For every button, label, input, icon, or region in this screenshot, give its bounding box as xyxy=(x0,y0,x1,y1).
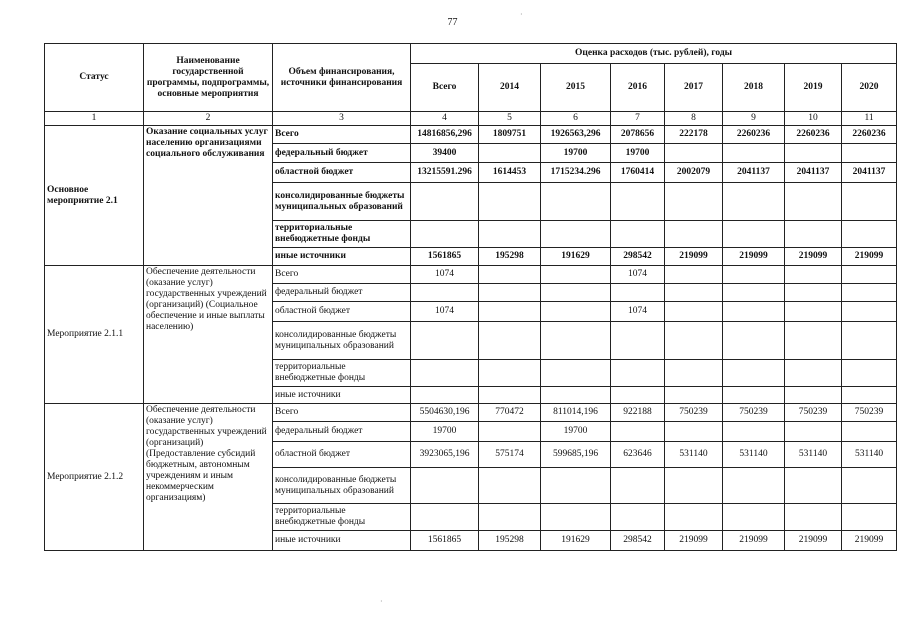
amount-cell: 750239 xyxy=(785,404,842,422)
amount-cell: 2078656 xyxy=(611,126,665,144)
amount-cell xyxy=(842,387,897,404)
amount-cell: 623646 xyxy=(611,442,665,468)
amount-cell: 195298 xyxy=(479,248,541,266)
amount-cell: 298542 xyxy=(611,248,665,266)
funding-source-cell: Всего xyxy=(273,266,411,284)
amount-cell: 1561865 xyxy=(411,531,479,551)
header-year: 2017 xyxy=(665,64,723,112)
amount-cell xyxy=(541,360,611,387)
amount-cell xyxy=(785,387,842,404)
column-index: 6 xyxy=(541,112,611,126)
amount-cell xyxy=(785,468,842,504)
scan-speck: · xyxy=(520,10,523,19)
amount-cell xyxy=(479,183,541,221)
amount-cell xyxy=(411,183,479,221)
amount-cell: 219099 xyxy=(723,248,785,266)
amount-cell: 1809751 xyxy=(479,126,541,144)
amount-cell xyxy=(611,322,665,360)
amount-cell: 922188 xyxy=(611,404,665,422)
scan-speck: · xyxy=(380,597,383,606)
amount-cell xyxy=(665,360,723,387)
amount-cell xyxy=(479,504,541,531)
amount-cell xyxy=(611,284,665,302)
amount-cell: 2041137 xyxy=(785,163,842,183)
amount-cell: 531140 xyxy=(842,442,897,468)
amount-cell xyxy=(842,221,897,248)
amount-cell xyxy=(842,284,897,302)
funding-source-cell: иные источники xyxy=(273,248,411,266)
amount-cell: 1614453 xyxy=(479,163,541,183)
amount-cell xyxy=(665,183,723,221)
amount-cell xyxy=(411,322,479,360)
amount-cell xyxy=(723,422,785,442)
amount-cell xyxy=(842,360,897,387)
header-expense-estimate: Оценка расходов (тыс. рублей), годы xyxy=(411,44,897,64)
amount-cell: 219099 xyxy=(665,531,723,551)
amount-cell xyxy=(785,504,842,531)
amount-cell: 531140 xyxy=(723,442,785,468)
amount-cell xyxy=(479,422,541,442)
funding-source-cell: территориальные внебюджетные фонды xyxy=(273,360,411,387)
amount-cell xyxy=(723,468,785,504)
amount-cell xyxy=(785,284,842,302)
amount-cell xyxy=(785,266,842,284)
column-index: 9 xyxy=(723,112,785,126)
amount-cell xyxy=(411,360,479,387)
amount-cell xyxy=(541,468,611,504)
amount-cell xyxy=(411,504,479,531)
amount-cell xyxy=(541,322,611,360)
amount-cell xyxy=(541,387,611,404)
funding-source-cell: областной бюджет xyxy=(273,163,411,183)
amount-cell: 39400 xyxy=(411,144,479,163)
funding-source-cell: территориальные внебюджетные фонды xyxy=(273,504,411,531)
amount-cell xyxy=(723,322,785,360)
amount-cell xyxy=(411,468,479,504)
amount-cell xyxy=(785,183,842,221)
amount-cell xyxy=(479,387,541,404)
header-year: 2018 xyxy=(723,64,785,112)
amount-cell xyxy=(479,284,541,302)
amount-cell xyxy=(541,266,611,284)
column-index: 4 xyxy=(411,112,479,126)
program-name-cell: Обеспечение деятельности (оказание услуг) государственных учреждений (организаций) (Социальное обеспечение и иные выплаты населению) xyxy=(144,266,273,404)
amount-cell xyxy=(541,284,611,302)
amount-cell: 19700 xyxy=(611,144,665,163)
amount-cell xyxy=(479,360,541,387)
amount-cell: 811014,196 xyxy=(541,404,611,422)
amount-cell: 2260236 xyxy=(723,126,785,144)
amount-cell xyxy=(611,468,665,504)
amount-cell: 2002079 xyxy=(665,163,723,183)
amount-cell xyxy=(842,144,897,163)
amount-cell xyxy=(541,302,611,322)
amount-cell: 19700 xyxy=(411,422,479,442)
funding-source-cell: консолидированные бюджеты муниципальных образований xyxy=(273,468,411,504)
status-cell: Мероприятие 2.1.1 xyxy=(45,266,144,404)
amount-cell xyxy=(479,144,541,163)
amount-cell: 770472 xyxy=(479,404,541,422)
amount-cell xyxy=(785,221,842,248)
amount-cell: 575174 xyxy=(479,442,541,468)
amount-cell xyxy=(842,422,897,442)
amount-cell: 219099 xyxy=(842,248,897,266)
funding-source-cell: консолидированные бюджеты муниципальных образований xyxy=(273,183,411,221)
amount-cell xyxy=(842,302,897,322)
amount-cell: 191629 xyxy=(541,248,611,266)
amount-cell xyxy=(665,144,723,163)
amount-cell: 750239 xyxy=(842,404,897,422)
amount-cell xyxy=(842,468,897,504)
amount-cell xyxy=(665,387,723,404)
amount-cell xyxy=(723,284,785,302)
column-index: 3 xyxy=(273,112,411,126)
header-financing-volume: Объем финансирования, источники финансирования xyxy=(273,44,411,112)
amount-cell: 599685,196 xyxy=(541,442,611,468)
funding-source-cell: иные источники xyxy=(273,531,411,551)
column-index: 11 xyxy=(842,112,897,126)
amount-cell xyxy=(785,360,842,387)
amount-cell: 14816856,296 xyxy=(411,126,479,144)
amount-cell xyxy=(665,284,723,302)
amount-cell xyxy=(723,387,785,404)
column-index: 5 xyxy=(479,112,541,126)
amount-cell xyxy=(479,468,541,504)
amount-cell: 2260236 xyxy=(842,126,897,144)
amount-cell xyxy=(479,322,541,360)
header-year: 2016 xyxy=(611,64,665,112)
funding-source-cell: федеральный бюджет xyxy=(273,284,411,302)
funding-source-cell: Всего xyxy=(273,404,411,422)
amount-cell: 1074 xyxy=(411,266,479,284)
table-row xyxy=(45,126,897,144)
amount-cell xyxy=(842,266,897,284)
program-name-cell: Обеспечение деятельности (оказание услуг) государственных учреждений (организаций) (Предоставление субсидий бюджетным, автономным учреждениям и иным некоммерческим организациям) xyxy=(144,404,273,551)
amount-cell: 219099 xyxy=(665,248,723,266)
amount-cell xyxy=(411,221,479,248)
amount-cell xyxy=(723,266,785,284)
amount-cell xyxy=(665,322,723,360)
header-year: 2020 xyxy=(842,64,897,112)
amount-cell: 219099 xyxy=(785,248,842,266)
funding-source-cell: федеральный бюджет xyxy=(273,422,411,442)
amount-cell xyxy=(723,360,785,387)
financing-table xyxy=(44,43,897,551)
amount-cell xyxy=(723,221,785,248)
table-row xyxy=(45,404,897,422)
amount-cell xyxy=(611,504,665,531)
amount-cell: 2041137 xyxy=(842,163,897,183)
column-index: 8 xyxy=(665,112,723,126)
funding-source-cell: территориальные внебюджетные фонды xyxy=(273,221,411,248)
amount-cell xyxy=(723,302,785,322)
header-year: 2014 xyxy=(479,64,541,112)
amount-cell xyxy=(479,221,541,248)
amount-cell xyxy=(723,144,785,163)
amount-cell: 531140 xyxy=(665,442,723,468)
table-row xyxy=(45,266,897,284)
amount-cell: 1074 xyxy=(611,302,665,322)
amount-cell: 191629 xyxy=(541,531,611,551)
amount-cell xyxy=(665,422,723,442)
amount-cell xyxy=(665,504,723,531)
amount-cell: 222178 xyxy=(665,126,723,144)
header-status: Статус xyxy=(45,44,144,112)
header-program-name: Наименование государственной программы, подпрограммы, основные мероприятия xyxy=(144,44,273,112)
amount-cell xyxy=(541,183,611,221)
status-cell: Основное мероприятие 2.1 xyxy=(45,126,144,266)
program-name-cell: Оказание социальных услуг населению организациями социального обслуживания xyxy=(144,126,273,266)
amount-cell: 1926563,296 xyxy=(541,126,611,144)
amount-cell xyxy=(723,183,785,221)
amount-cell xyxy=(611,422,665,442)
amount-cell: 3923065,196 xyxy=(411,442,479,468)
amount-cell: 750239 xyxy=(665,404,723,422)
amount-cell xyxy=(785,302,842,322)
amount-cell xyxy=(665,221,723,248)
amount-cell xyxy=(665,266,723,284)
funding-source-cell: Всего xyxy=(273,126,411,144)
amount-cell xyxy=(723,504,785,531)
amount-cell: 1715234.296 xyxy=(541,163,611,183)
amount-cell xyxy=(785,322,842,360)
amount-cell xyxy=(479,302,541,322)
amount-cell: 19700 xyxy=(541,422,611,442)
amount-cell xyxy=(611,360,665,387)
amount-cell xyxy=(479,266,541,284)
column-index: 10 xyxy=(785,112,842,126)
funding-source-cell: областной бюджет xyxy=(273,442,411,468)
amount-cell: 1760414 xyxy=(611,163,665,183)
funding-source-cell: иные источники xyxy=(273,387,411,404)
amount-cell: 5504630,196 xyxy=(411,404,479,422)
amount-cell: 531140 xyxy=(785,442,842,468)
amount-cell xyxy=(842,504,897,531)
amount-cell xyxy=(611,387,665,404)
column-index: 2 xyxy=(144,112,273,126)
amount-cell xyxy=(665,468,723,504)
amount-cell xyxy=(611,183,665,221)
amount-cell: 13215591.296 xyxy=(411,163,479,183)
column-index: 1 xyxy=(45,112,144,126)
amount-cell: 219099 xyxy=(842,531,897,551)
amount-cell xyxy=(842,322,897,360)
amount-cell: 1074 xyxy=(611,266,665,284)
amount-cell: 2260236 xyxy=(785,126,842,144)
amount-cell: 1561865 xyxy=(411,248,479,266)
amount-cell: 219099 xyxy=(723,531,785,551)
page-number: 77 xyxy=(447,17,458,28)
funding-source-cell: областной бюджет xyxy=(273,302,411,322)
amount-cell: 298542 xyxy=(611,531,665,551)
header-year: 2015 xyxy=(541,64,611,112)
funding-source-cell: федеральный бюджет xyxy=(273,144,411,163)
amount-cell: 219099 xyxy=(785,531,842,551)
amount-cell xyxy=(411,284,479,302)
amount-cell xyxy=(611,221,665,248)
amount-cell: 750239 xyxy=(723,404,785,422)
amount-cell: 195298 xyxy=(479,531,541,551)
amount-cell: 19700 xyxy=(541,144,611,163)
amount-cell: 1074 xyxy=(411,302,479,322)
amount-cell: 2041137 xyxy=(723,163,785,183)
amount-cell xyxy=(541,504,611,531)
status-cell: Мероприятие 2.1.2 xyxy=(45,404,144,551)
funding-source-cell: консолидированные бюджеты муниципальных образований xyxy=(273,322,411,360)
amount-cell xyxy=(411,387,479,404)
column-index: 7 xyxy=(611,112,665,126)
amount-cell xyxy=(785,422,842,442)
header-year: 2019 xyxy=(785,64,842,112)
amount-cell xyxy=(665,302,723,322)
header-year: Всего xyxy=(411,64,479,112)
amount-cell xyxy=(842,183,897,221)
amount-cell xyxy=(541,221,611,248)
amount-cell xyxy=(785,144,842,163)
